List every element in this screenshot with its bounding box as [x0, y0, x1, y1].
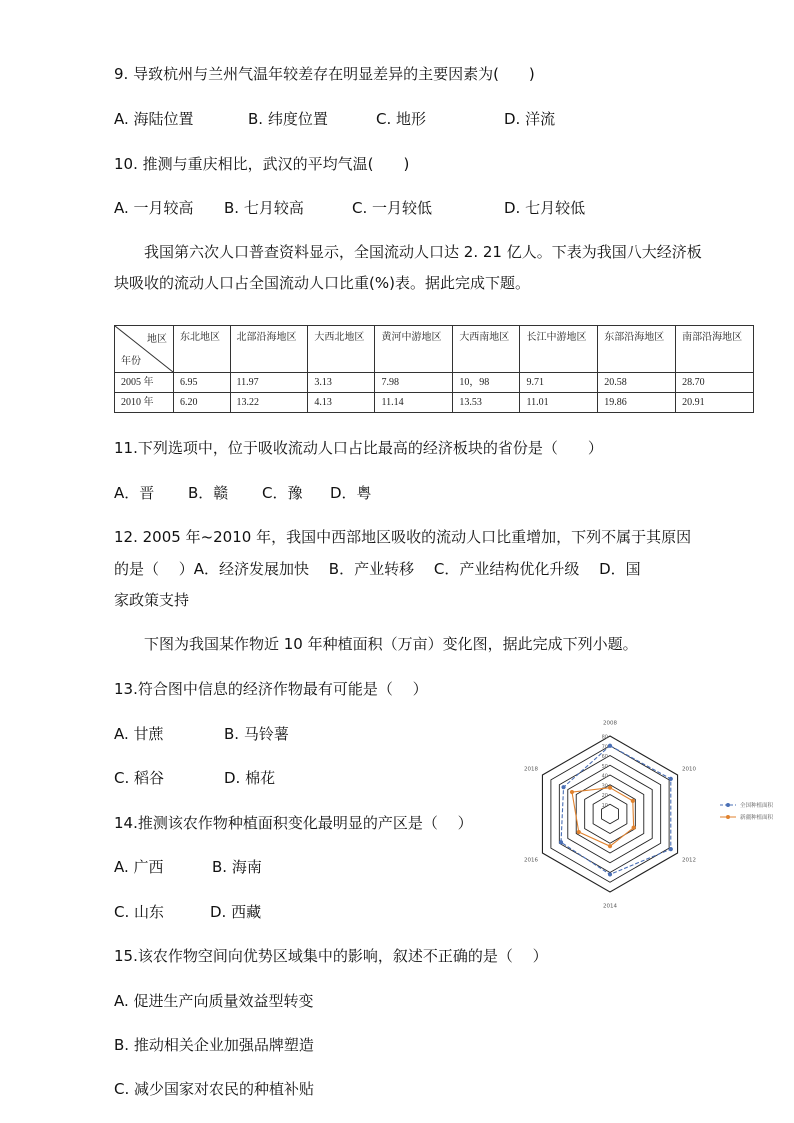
q11-option-d: D．粤 — [330, 484, 372, 502]
corner-region-label: 地区 — [147, 334, 167, 345]
radar-point — [669, 847, 673, 851]
value-cell: 11.97 — [230, 373, 308, 393]
radar-point — [570, 790, 574, 794]
q10-option-b: B. 七月较高 — [224, 199, 304, 217]
header-cell: 长江中游地区 — [520, 326, 598, 373]
radar-point — [577, 830, 581, 834]
q12-line-2: 的是（ ）A．经济发展加快 B．产业转移 C．产业结构优化升级 D．国 — [114, 560, 641, 578]
header-cell: 大西北地区 — [308, 326, 375, 373]
radar-chart — [514, 720, 792, 912]
q14-option-c: C. 山东 — [114, 903, 165, 921]
header-cell: 东北地区 — [174, 326, 231, 373]
q11-option-b: B．赣 — [188, 484, 229, 502]
q10-stem: 10. 推测与重庆相比，武汉的平均气温( ) — [114, 155, 410, 173]
table-header-row — [115, 326, 754, 373]
value-cell: 13.22 — [230, 393, 308, 413]
q10-option-c: C. 一月较低 — [352, 199, 433, 217]
q15-option-a: A. 促进生产向质量效益型转变 — [114, 992, 314, 1010]
radar-point — [561, 785, 565, 789]
value-cell: 4.13 — [308, 393, 375, 413]
value-cell: 6.20 — [174, 393, 231, 413]
radar-category-label: 2016 — [523, 857, 538, 864]
radar-series-line — [561, 746, 671, 875]
q14-option-a: A. 广西 — [114, 858, 164, 876]
radar-point — [608, 872, 612, 876]
q15-option-b: B. 推动相关企业加强品牌塑造 — [114, 1036, 314, 1054]
header-cell: 黄河中游地区 — [375, 326, 453, 373]
q10-option-a: A. 一月较高 — [114, 199, 194, 217]
q13-option-d: D. 棉花 — [224, 769, 276, 787]
q9-option-b: B. 纬度位置 — [248, 110, 328, 128]
q9-option-a: A. 海陆位置 — [114, 110, 194, 128]
radar-tick-label: 80 — [601, 734, 608, 741]
radar-grid-ring — [585, 785, 636, 844]
value-cell: 11.01 — [520, 393, 598, 413]
q15-option-c: C. 减少国家对农民的种植补贴 — [114, 1080, 315, 1098]
corner-year-label: 年份 — [121, 356, 141, 367]
header-cell: 东部沿海地区 — [598, 326, 676, 373]
value-cell: 7.98 — [375, 373, 453, 393]
value-cell: 20.58 — [598, 373, 676, 393]
radar-tick-label: 70 — [601, 744, 608, 751]
legend-label: 新疆种植面积 — [740, 815, 774, 821]
q11-option-a: A．晋 — [114, 484, 155, 502]
radar-category-label: 2008 — [603, 720, 617, 727]
header-cell: 大西南地区 — [453, 326, 520, 373]
radar-point — [559, 840, 563, 844]
q9-option-d: D. 洋流 — [504, 110, 556, 128]
q13-option-b: B. 马铃薯 — [224, 725, 289, 743]
q9-stem: 9. 导致杭州与兰州气温年较差存在明显差异的主要因素为( ) — [114, 65, 535, 83]
radar-tick-label: 30 — [601, 783, 608, 790]
radar-point — [632, 826, 636, 830]
radar-grid-ring — [559, 756, 660, 873]
radar-category-label: 2010 — [682, 766, 697, 773]
radar-tick-label: 50 — [601, 763, 608, 770]
q10-option-d: D. 七月较低 — [504, 199, 586, 217]
q14-option-d: D. 西藏 — [210, 903, 262, 921]
q13-stem: 13.符合图中信息的经济作物最有可能是（ ） — [114, 680, 428, 698]
value-cell: 19.86 — [598, 393, 676, 413]
table-row — [115, 393, 754, 413]
value-cell: 3.13 — [308, 373, 375, 393]
value-cell: 28.70 — [676, 373, 754, 393]
radar-point — [631, 799, 635, 803]
value-cell: 6.95 — [174, 373, 231, 393]
radar-grid-ring — [593, 795, 627, 834]
radar-category-label: 2014 — [603, 903, 617, 910]
radar-point — [669, 777, 673, 781]
q11-stem: 11.下列选项中，位于吸收流动人口占比最高的经济板块的省份是（ ） — [114, 439, 603, 457]
year-cell: 2010 年 — [115, 393, 174, 413]
legend-swatch-dot — [726, 803, 730, 807]
q14-option-b: B. 海南 — [212, 858, 262, 876]
q13-option-a: A. 甘蔗 — [114, 725, 164, 743]
radar-grid-ring — [551, 746, 669, 883]
header-cell: 南部沿海地区 — [676, 326, 754, 373]
value-cell: 10，98 — [453, 373, 520, 393]
value-cell: 11.14 — [375, 393, 453, 413]
table-corner-cell — [115, 326, 174, 373]
q14-stem: 14.推测该农作物种植面积变化最明显的产区是（ ） — [114, 814, 473, 832]
radar-tick-label: 60 — [601, 754, 608, 760]
q12-line-1: 12. 2005 年~2010 年，我国中西部地区吸收的流动人口比重增加，下列不属于其原因 — [114, 528, 692, 546]
q12-line-3: 家政策支持 — [114, 591, 190, 609]
intro-population: 我国第六次人口普查资料显示，全国流动人口达 2. 21 亿人。下表为我国八大经济板块吸收的流动人口占全国流动人口比重(%)表。据此完成下题。 — [114, 243, 702, 292]
radar-point — [608, 744, 612, 748]
migration-table — [114, 325, 754, 413]
header-cell: 北部沿海地区 — [230, 326, 308, 373]
table-row — [115, 373, 754, 393]
radar-category-label: 2012 — [682, 857, 697, 864]
legend-swatch-dot — [726, 815, 730, 819]
radar-grid-ring — [542, 736, 677, 892]
radar-tick-label: 40 — [601, 773, 608, 780]
q13-option-c: C. 稻谷 — [114, 769, 165, 787]
value-cell: 13.53 — [453, 393, 520, 413]
year-cell: 2005 年 — [115, 373, 174, 393]
radar-category-label: 2018 — [523, 766, 538, 773]
legend-label: 全国种植面积 — [740, 803, 774, 809]
radar-point — [608, 786, 612, 790]
q15-stem: 15.该农作物空间向优势区域集中的影响，叙述不正确的是（ ） — [114, 947, 548, 965]
value-cell: 9.71 — [520, 373, 598, 393]
value-cell: 20.91 — [676, 393, 754, 413]
q9-option-c: C. 地形 — [376, 110, 427, 128]
q11-option-c: C．豫 — [262, 484, 303, 502]
radar-tick-label: 10 — [601, 802, 608, 809]
radar-tick-label: 20 — [601, 793, 608, 799]
radar-point — [608, 844, 612, 848]
intro-crop-chart: 下图为我国某作物近 10 年种植面积（万亩）变化图，据此完成下列小题。 — [144, 635, 638, 653]
